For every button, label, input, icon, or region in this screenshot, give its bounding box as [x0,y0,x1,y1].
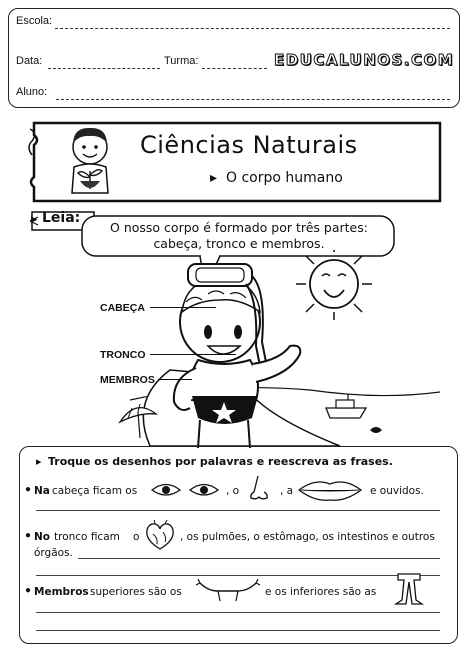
s2-text-c: , os pulmões, o estômago, os intestinos e outros [180,531,435,543]
label-head: CABEÇA [100,302,145,314]
eyes-icon [150,478,222,502]
bullet-icon: ● [25,530,32,541]
nose-icon [244,474,274,502]
page-title: Ciências Naturais [140,131,358,159]
class-label: Turma: [164,55,199,67]
s3-text-b: e os inferiores são as [265,586,377,598]
sun-icon [296,250,372,320]
site-logo: EDUCALUNOS.COM [274,51,455,69]
s2-text-d: órgãos. [34,547,73,559]
subtitle-arrow-icon: ▸ [210,170,218,186]
s2-text-b: o [133,531,140,543]
s1-text-c: , a [280,485,294,497]
label-trunk: TRONCO [100,349,146,361]
school-field[interactable] [55,28,450,29]
read-badge: Leia: [42,210,81,226]
read-arrow-icon: ▸ [31,211,38,226]
school-label: Escola: [16,15,53,27]
s3-text-a: superiores são os [90,586,182,598]
answer-line-1[interactable] [36,510,440,511]
s1-bold: Na [34,485,50,497]
head-pointer [150,307,216,308]
page-subtitle: O corpo humano [226,170,343,186]
s2-text-a: tronco ficam [54,531,120,543]
answer-line-3b[interactable] [36,630,440,631]
s3-bold: Membros [34,586,89,598]
answer-line-3a[interactable] [36,612,440,613]
student-field[interactable] [56,99,450,100]
boat-icon [326,394,382,433]
class-field[interactable] [202,68,267,69]
child-with-plant-illustration [60,123,120,201]
date-field[interactable] [48,68,160,69]
heart-organ-icon [143,520,177,552]
exercise-box [19,446,458,644]
student-label: Aluno: [16,86,48,98]
s2-bold: No [34,531,51,543]
limbs-pointer [158,379,192,380]
date-label: Data: [16,55,43,67]
exercise-instruction: Troque os desenhos por palavras e reescreva as frases. [48,455,393,468]
arms-icon [196,577,260,605]
instruction-arrow-icon: ▸ [36,456,42,468]
legs-icon [392,572,426,608]
bullet-icon: ● [25,484,32,495]
bullet-icon: ● [25,585,32,596]
label-limbs: MEMBROS [100,374,155,386]
answer-line-2a[interactable] [78,558,440,559]
s1-text-b: , o [226,485,240,497]
trunk-pointer [150,354,236,355]
s1-text-d: e ouvidos. [370,485,424,497]
speech-line-2: cabeça, tronco e membros. [153,236,325,251]
s1-text-a: cabeça ficam os [52,485,138,497]
answer-line-2b[interactable] [36,575,440,576]
mouth-icon [297,476,363,504]
speech-line-1: O nosso corpo é formado por três partes: [110,220,368,235]
